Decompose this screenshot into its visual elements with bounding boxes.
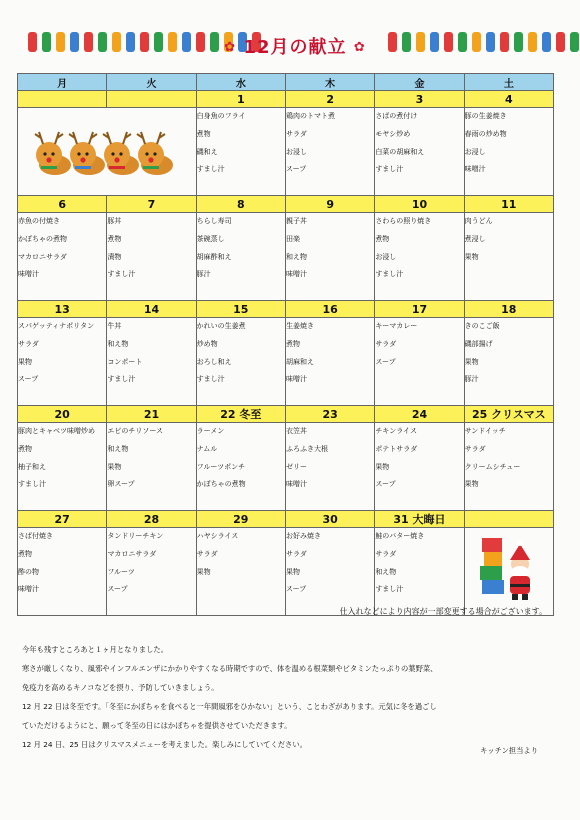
menu-item: 田楽 [285, 234, 300, 243]
weekday-fri: 金 [375, 74, 464, 91]
ornament-icon [416, 32, 425, 52]
menu-cell [464, 213, 553, 301]
menu-item: チキンライス [375, 427, 417, 435]
menu-item: 春雨の炒め物 [464, 129, 507, 138]
day-number [18, 91, 107, 108]
menu-item: すまし汁 [107, 270, 136, 279]
menu-item: 豚汁 [464, 375, 479, 384]
ornament-icon [84, 32, 93, 52]
ornament-icon [42, 32, 51, 52]
menu-row [18, 318, 554, 406]
ornament-icon [556, 32, 565, 52]
menu-item: ハヤシライス [196, 532, 239, 540]
menu-item: 煮浸し [464, 234, 486, 243]
weekday-thu: 木 [285, 74, 374, 91]
menu-item: モヤシ炒め [375, 129, 411, 138]
menu-item: すまし汁 [375, 165, 404, 174]
menu-item: サラダ [285, 549, 307, 558]
day-number: 17 [375, 301, 464, 318]
menu-cell [107, 528, 196, 616]
menu-row [18, 423, 554, 511]
menu-item: 胡麻和え [285, 357, 314, 366]
flower-icon: ✿ [224, 40, 237, 55]
day-number: 31 大晦日 [375, 511, 464, 528]
menu-item: ナムル [196, 444, 218, 453]
menu-item: 味噌汁 [285, 270, 307, 279]
ornament-icon [430, 32, 439, 52]
menu-cell [196, 108, 285, 196]
menu-row [18, 213, 554, 301]
menu-item: お好み焼き [285, 532, 321, 540]
menu-item: 鶏肉のトマト煮 [285, 112, 335, 120]
day-number: 22 冬至 [196, 406, 285, 423]
menu-item: フルーツ [107, 567, 135, 576]
menu-item: キーマカレー [375, 322, 418, 330]
day-number [464, 511, 553, 528]
day-number: 29 [196, 511, 285, 528]
menu-item: 柚子和え [18, 462, 46, 471]
menu-item: 果物 [18, 357, 32, 366]
menu-item: ちらし寿司 [196, 217, 232, 225]
ornament-icon [472, 32, 481, 52]
menu-item: 煮物 [196, 129, 211, 138]
menu-item: 味噌汁 [285, 480, 307, 489]
menu-cell [285, 423, 374, 511]
message-line: 12 月 24 日、25 日はクリスマスメニューを考えました。楽しみにしていてください。 [22, 740, 307, 749]
ornament-icon [528, 32, 537, 52]
day-number: 1 [196, 91, 285, 108]
menu-item: かれいの生姜煮 [196, 322, 246, 330]
day-number: 18 [464, 301, 553, 318]
ornament-icon [28, 32, 37, 52]
ornament-icon [154, 32, 163, 52]
menu-item: 豚肉とキャベツ味噌炒め [18, 427, 95, 435]
menu-item: 肉うどん [464, 217, 493, 225]
menu-cell [196, 213, 285, 301]
menu-cell [285, 213, 374, 301]
weekday-sat: 土 [464, 74, 553, 91]
menu-item: マカロニサラダ [107, 549, 157, 558]
day-number: 28 [107, 511, 196, 528]
menu-item: 味噌汁 [18, 585, 39, 594]
weekday-tue: 火 [107, 74, 196, 91]
menu-item: スープ [375, 480, 396, 489]
menu-item: 鮭のバター焼き [375, 532, 425, 540]
menu-item: 白菜の胡麻和え [375, 147, 425, 156]
reindeer-illustration [18, 108, 197, 196]
message-line: 寒さが厳しくなり、風邪やインフルエンザにかかりやすくなる時期ですので、体を温める根菜類やビタミンたっぷりの葉野菜、 [22, 664, 438, 673]
title-text: 12月の献立 [243, 37, 347, 58]
menu-item: すまし汁 [375, 270, 404, 279]
menu-item: 果物 [196, 567, 211, 576]
menu-cell [375, 318, 464, 406]
menu-row [18, 528, 554, 616]
menu-cell [18, 528, 107, 616]
ornament-icon [570, 32, 579, 52]
day-number: 13 [18, 301, 107, 318]
ornament-icon [388, 32, 397, 52]
menu-item: お浸し [285, 147, 307, 156]
menu-item: 卵スープ [107, 480, 135, 489]
ornament-icon [98, 32, 107, 52]
menu-item: 味噌汁 [18, 270, 39, 279]
menu-cell [464, 108, 553, 196]
message-line: 今年も残すところあと１ヶ月となりました。 [22, 645, 168, 654]
date-row [18, 196, 554, 213]
menu-cell [107, 423, 196, 511]
menu-item: サンドイッチ [464, 427, 506, 435]
menu-item: お浸し [464, 147, 486, 156]
day-number: 16 [285, 301, 374, 318]
ornament-icon [56, 32, 65, 52]
menu-cell [285, 528, 374, 616]
day-number: 2 [285, 91, 374, 108]
menu-item: 和え物 [375, 567, 397, 576]
menu-item: 茶碗蒸し [196, 234, 225, 243]
date-row [18, 91, 554, 108]
day-number: 14 [107, 301, 196, 318]
menu-item: 果物 [464, 252, 479, 261]
menu-item: きのこご飯 [464, 322, 500, 330]
day-number: 8 [196, 196, 285, 213]
menu-item: 和え物 [107, 339, 129, 348]
menu-item: タンドリーチキン [107, 532, 164, 540]
day-number: 15 [196, 301, 285, 318]
date-row [18, 511, 554, 528]
ornament-icon [112, 32, 121, 52]
menu-item: お浸し [375, 252, 397, 261]
day-number: 24 [375, 406, 464, 423]
ornament-icon [196, 32, 205, 52]
menu-item: ポテトサラダ [375, 444, 418, 453]
menu-cell [18, 423, 107, 511]
menu-item: スープ [285, 165, 307, 174]
day-number: 10 [375, 196, 464, 213]
menu-cell [285, 108, 374, 196]
menu-item: マカロニサラダ [18, 252, 67, 261]
menu-item: 果物 [464, 357, 479, 366]
day-number: 20 [18, 406, 107, 423]
date-row [18, 406, 554, 423]
menu-item: サラダ [196, 549, 218, 558]
ornament-icon [542, 32, 551, 52]
menu-item: 果物 [285, 567, 300, 576]
menu-item: すまし汁 [196, 165, 225, 174]
menu-item: 親子丼 [285, 217, 307, 225]
menu-cell [196, 318, 285, 406]
menu-item: すまし汁 [107, 375, 136, 384]
menu-item: 白身魚のフライ [196, 112, 246, 120]
menu-item: フルーツポンチ [196, 462, 246, 471]
menu-item: すまし汁 [375, 585, 404, 594]
day-number: 23 [285, 406, 374, 423]
menu-cell [375, 423, 464, 511]
menu-item: 牛丼 [107, 322, 122, 330]
message-body [22, 640, 562, 754]
menu-cell [107, 318, 196, 406]
menu-item: さば付焼き [18, 532, 53, 540]
day-number: 6 [18, 196, 107, 213]
menu-item: 果物 [464, 480, 479, 489]
menu-item: 豚丼 [107, 217, 122, 225]
menu-item: ラーメン [196, 427, 225, 435]
menu-item: 果物 [107, 462, 122, 471]
weekday-header-row [18, 74, 554, 91]
weekday-mon: 月 [18, 74, 107, 91]
menu-item: スパゲッティナポリタン [18, 322, 95, 330]
menu-item: 磯和え [196, 147, 218, 156]
menu-cell [375, 213, 464, 301]
menu-item: さわらの照り焼き [375, 217, 432, 225]
menu-item: 酢の物 [18, 567, 39, 576]
menu-item: 煮物 [285, 339, 300, 348]
change-notice: 仕入れなどにより内容が一部変更する場合がございます。 [339, 607, 547, 616]
page-title [206, 33, 384, 59]
menu-item: 煮物 [18, 549, 32, 558]
menu-item: サラダ [464, 444, 486, 453]
menu-item: 煮物 [107, 234, 122, 243]
ornament-icon [500, 32, 509, 52]
menu-item: クリームシチュー [464, 462, 521, 471]
menu-item: スープ [107, 585, 128, 594]
menu-item: 和え物 [285, 252, 307, 261]
message-line: ていただけるようにと、願って冬至の日にはかぼちゃを提供させていただきます。 [22, 721, 292, 730]
menu-item: 炒め物 [196, 339, 218, 348]
santa-illustration [464, 528, 553, 616]
flower-icon: ✿ [353, 40, 366, 55]
ornament-icon [70, 32, 79, 52]
day-number: 21 [107, 406, 196, 423]
menu-item: 生姜焼き [285, 322, 314, 330]
menu-item: 赤魚の付焼き [18, 217, 60, 225]
menu-item: ふろふき大根 [285, 444, 328, 453]
weekday-wed: 水 [196, 74, 285, 91]
day-number: 3 [375, 91, 464, 108]
ornament-icon [126, 32, 135, 52]
ornament-garland-right [388, 30, 580, 54]
menu-item: コンポート [107, 357, 143, 366]
menu-item: サラダ [18, 339, 39, 348]
ornament-icon [182, 32, 191, 52]
menu-item: スープ [375, 357, 396, 366]
menu-cell [107, 213, 196, 301]
day-number: 7 [107, 196, 196, 213]
day-number [107, 91, 196, 108]
menu-item: サラダ [375, 549, 397, 558]
menu-item: ゼリー [285, 462, 307, 471]
signature: キッチン担当より [480, 746, 538, 755]
date-row [18, 301, 554, 318]
menu-cell [464, 318, 553, 406]
menu-cell [18, 213, 107, 301]
ornament-icon [140, 32, 149, 52]
menu-item: 漬物 [107, 252, 122, 261]
menu-item: 味噌汁 [285, 375, 307, 384]
day-number: 25 クリスマス [464, 406, 553, 423]
day-number: 11 [464, 196, 553, 213]
ornament-icon [402, 32, 411, 52]
menu-item: スープ [18, 375, 39, 384]
menu-row [18, 108, 554, 196]
message-line: 12 月 22 日は冬至です。「冬至にかぼちゃを食べると一年間風邪をひかない」という、ことわざがあります。元気に冬を過ごし [22, 702, 437, 711]
message-line: 免疫力を高めるキノコなどを摂り、予防していきましょう。 [22, 683, 219, 692]
menu-item: かぼちゃの煮物 [196, 480, 246, 489]
day-number: 30 [285, 511, 374, 528]
menu-item: 味噌汁 [464, 165, 486, 174]
menu-item: 和え物 [107, 444, 129, 453]
menu-cell [196, 528, 285, 616]
menu-item: サラダ [375, 339, 397, 348]
ornament-icon [444, 32, 453, 52]
menu-cell [375, 108, 464, 196]
day-number: 4 [464, 91, 553, 108]
menu-item: 煮物 [18, 444, 32, 453]
menu-item: かぼちゃの煮物 [18, 234, 67, 243]
ornament-icon [514, 32, 523, 52]
menu-item: エビのチリソース [107, 427, 163, 435]
ornament-icon [458, 32, 467, 52]
ornament-icon [168, 32, 177, 52]
menu-item: 磯部揚げ [464, 339, 493, 348]
menu-item: 胡麻酢和え [196, 252, 232, 261]
menu-item: すまし汁 [18, 480, 46, 489]
menu-cell [464, 423, 553, 511]
ornament-icon [486, 32, 495, 52]
day-number: 27 [18, 511, 107, 528]
menu-cell [375, 528, 464, 616]
menu-item: サラダ [285, 129, 307, 138]
menu-item: 煮物 [375, 234, 390, 243]
menu-cell [18, 318, 107, 406]
menu-item: 豚の生姜焼き [464, 112, 507, 120]
menu-item: 豚汁 [196, 270, 211, 279]
menu-item: 衣笠丼 [285, 427, 307, 435]
menu-calendar [17, 73, 554, 616]
menu-item: おろし和え [196, 357, 232, 366]
day-number: 9 [285, 196, 374, 213]
menu-item: さばの煮付け [375, 112, 418, 120]
menu-item: 果物 [375, 462, 390, 471]
menu-item: すまし汁 [196, 375, 225, 384]
menu-cell [285, 318, 374, 406]
menu-item: スープ [285, 585, 307, 594]
menu-cell [196, 423, 285, 511]
